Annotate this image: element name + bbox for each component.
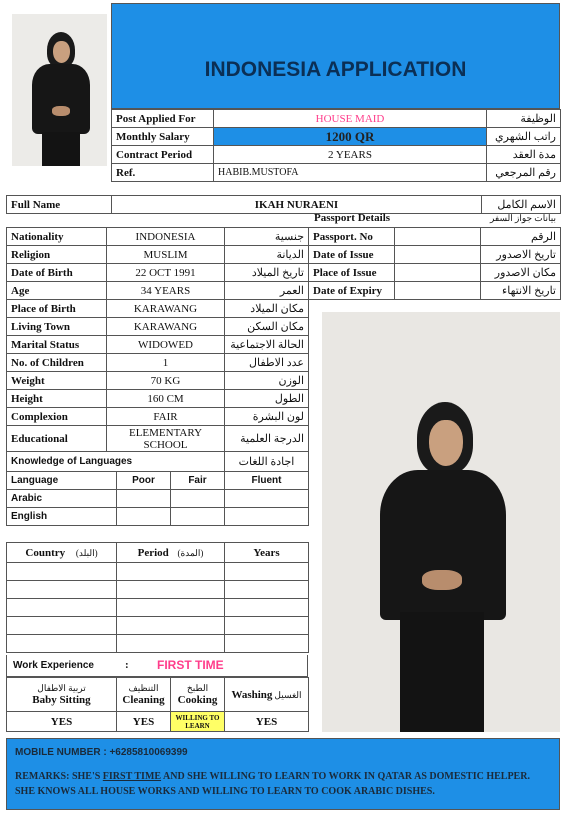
ref-ar: رقم المرجعي <box>487 164 561 182</box>
passport-label: Date of Expiry <box>309 282 395 300</box>
language-row <box>7 508 309 526</box>
personal-ar: الطول <box>225 390 309 408</box>
exp-cell <box>117 617 225 635</box>
full-name-label: Full Name <box>7 196 112 214</box>
years-header: Years <box>225 543 309 563</box>
skill-cleaning <box>117 678 171 712</box>
personal-row <box>7 282 309 300</box>
personal-value: KARAWANG <box>107 300 225 318</box>
exp-cell <box>7 635 117 653</box>
personal-label: Place of Birth <box>7 300 107 318</box>
personal-ar: عدد الاطفال <box>225 354 309 372</box>
work-experience-row <box>6 655 308 677</box>
personal-details-table <box>6 227 309 452</box>
remarks <box>15 769 551 799</box>
salary-ar: راتب الشهري <box>487 128 561 146</box>
country-ar: (البلد) <box>75 547 98 558</box>
skill-name: Cooking <box>177 694 218 706</box>
country-label: Country <box>25 546 66 559</box>
personal-ar: مكان السكن <box>225 318 309 336</box>
personal-row <box>7 336 309 354</box>
exp-cell <box>117 635 225 653</box>
contract-label: Contract Period <box>112 146 214 164</box>
skill-answer: WILLING TO LEARN <box>171 712 225 732</box>
personal-ar: العمر <box>225 282 309 300</box>
passport-row <box>309 282 561 300</box>
lang-cell <box>171 490 225 508</box>
skill-ar: الطبخ <box>186 683 209 693</box>
passport-ar: الرقم <box>481 228 561 246</box>
ref-value: HABIB.MUSTOFA <box>214 164 487 182</box>
country-header <box>7 543 117 563</box>
passport-row <box>309 246 561 264</box>
lang-arabic: Arabic <box>7 490 117 508</box>
full-name-table <box>6 195 561 214</box>
remarks-prefix: REMARKS: SHE'S <box>15 771 103 782</box>
skill-ar: التنظيف <box>128 683 159 693</box>
post-label: Post Applied For <box>112 110 214 128</box>
exp-cell <box>7 581 117 599</box>
personal-row <box>7 246 309 264</box>
personal-value: WIDOWED <box>107 336 225 354</box>
personal-ar: الدرجة العلمية <box>225 426 309 452</box>
skill-washing <box>225 678 309 712</box>
salary-label: Monthly Salary <box>112 128 214 146</box>
passport-title-ar: بيانات جواز السفر <box>489 213 556 223</box>
exp-cell <box>7 599 117 617</box>
exp-cell <box>225 563 309 581</box>
personal-label: Weight <box>7 372 107 390</box>
personal-ar: الوزن <box>225 372 309 390</box>
experience-row <box>7 635 309 653</box>
header-banner <box>111 3 560 109</box>
personal-value: MUSLIM <box>107 246 225 264</box>
personal-value: 70 KG <box>107 372 225 390</box>
contract-ar: مدة العقد <box>487 146 561 164</box>
skill-answer: YES <box>117 712 171 732</box>
passport-label: Date of Issue <box>309 246 395 264</box>
work-experience-value: FIRST TIME <box>157 658 224 672</box>
skill-answer: YES <box>225 712 309 732</box>
personal-ar: جنسية <box>225 228 309 246</box>
exp-cell <box>117 563 225 581</box>
lang-cell <box>225 508 309 526</box>
contract-value: 2 YEARS <box>214 146 487 164</box>
personal-label: Living Town <box>7 318 107 336</box>
post-ar: الوظيفة <box>487 110 561 128</box>
lang-cell <box>117 508 171 526</box>
skill-baby-sitting <box>7 678 117 712</box>
exp-cell <box>225 599 309 617</box>
full-name-value: IKAH NURAENI <box>112 196 482 214</box>
period-label: Period <box>137 546 169 559</box>
remarks-emphasis: FIRST TIME <box>102 771 162 782</box>
personal-row <box>7 390 309 408</box>
personal-ar: تاريخ الميلاد <box>225 264 309 282</box>
personal-value: ELEMENTARY SCHOOL <box>107 426 225 452</box>
experience-row <box>7 563 309 581</box>
passport-ar: تاريخ الانتهاء <box>481 282 561 300</box>
experience-table <box>6 542 309 653</box>
languages-title: Knowledge of Languages <box>7 452 225 472</box>
skill-name: Baby Sitting <box>32 694 91 706</box>
period-ar: (المدة) <box>177 547 204 558</box>
skill-cooking <box>171 678 225 712</box>
work-experience-label: Work Experience <box>13 660 94 671</box>
passport-row <box>309 264 561 282</box>
personal-value: 34 YEARS <box>107 282 225 300</box>
applicant-photo-large <box>322 312 560 732</box>
experience-row <box>7 599 309 617</box>
personal-label: No. of Children <box>7 354 107 372</box>
language-row <box>7 490 309 508</box>
lang-cell <box>225 490 309 508</box>
full-name-ar: الاسم الكامل <box>482 196 561 214</box>
personal-row <box>7 408 309 426</box>
personal-row <box>7 372 309 390</box>
personal-label: Marital Status <box>7 336 107 354</box>
mobile-value: +6285810069399 <box>109 747 188 758</box>
personal-ar: لون البشرة <box>225 408 309 426</box>
languages-title-ar: اجادة اللغات <box>225 452 309 472</box>
personal-value: 22 OCT 1991 <box>107 264 225 282</box>
personal-label: Nationality <box>7 228 107 246</box>
personal-ar: الديانة <box>225 246 309 264</box>
passport-ar: تاريخ الاصدور <box>481 246 561 264</box>
personal-label: Educational <box>7 426 107 452</box>
post-value: HOUSE MAID <box>214 110 487 128</box>
passport-value <box>395 282 481 300</box>
personal-label: Age <box>7 282 107 300</box>
personal-value: INDONESIA <box>107 228 225 246</box>
passport-label: Place of Issue <box>309 264 395 282</box>
salary-value: 1200 QR <box>214 128 487 146</box>
passport-value <box>395 264 481 282</box>
personal-label: Complexion <box>7 408 107 426</box>
period-header <box>117 543 225 563</box>
personal-value: 1 <box>107 354 225 372</box>
exp-cell <box>225 635 309 653</box>
personal-ar: مكان الميلاد <box>225 300 309 318</box>
passport-details-table <box>308 227 561 300</box>
personal-label: Date of Birth <box>7 264 107 282</box>
lang-cell <box>171 508 225 526</box>
lang-header-fair: Fair <box>171 472 225 490</box>
passport-title: Passport Details <box>314 212 391 224</box>
experience-row <box>7 581 309 599</box>
lang-header-poor: Poor <box>117 472 171 490</box>
passport-value <box>395 228 481 246</box>
skill-name: Cleaning <box>122 694 165 706</box>
skills-table <box>6 677 309 732</box>
mobile-line <box>15 747 188 758</box>
remarks-rest: AND SHE WILLING TO LEARN TO WORK IN QATAR AS DOMESTIC HELPER. SHE KNOWS ALL HOUSE WORKS AND WILLING TO LEARN TO COOK ARABIC DISHES. <box>15 771 530 797</box>
lang-header-language: Language <box>7 472 117 490</box>
languages-table <box>6 451 309 526</box>
passport-row <box>309 228 561 246</box>
skill-name: Washing <box>231 688 273 701</box>
personal-value: KARAWANG <box>107 318 225 336</box>
applicant-photo-small <box>12 14 107 166</box>
passport-label: Passport. No <box>309 228 395 246</box>
skill-answer: YES <box>7 712 117 732</box>
experience-row <box>7 617 309 635</box>
personal-row <box>7 426 309 452</box>
exp-cell <box>117 581 225 599</box>
personal-label: Height <box>7 390 107 408</box>
personal-row <box>7 228 309 246</box>
work-experience-colon: : <box>125 659 129 671</box>
page-title: INDONESIA APPLICATION <box>204 58 467 81</box>
personal-value: 160 CM <box>107 390 225 408</box>
job-info-table <box>111 109 561 182</box>
mobile-label: MOBILE NUMBER : <box>15 747 107 758</box>
exp-cell <box>225 581 309 599</box>
exp-cell <box>117 599 225 617</box>
skill-ar: الغسيل <box>274 689 302 700</box>
exp-cell <box>7 563 117 581</box>
ref-label: Ref. <box>112 164 214 182</box>
skill-ar: تربية الاطفال <box>37 683 86 693</box>
exp-cell <box>7 617 117 635</box>
lang-header-fluent: Fluent <box>225 472 309 490</box>
lang-english: English <box>7 508 117 526</box>
personal-label: Religion <box>7 246 107 264</box>
passport-value <box>395 246 481 264</box>
personal-row <box>7 264 309 282</box>
personal-row <box>7 300 309 318</box>
lang-cell <box>117 490 171 508</box>
footer-panel <box>6 738 560 810</box>
exp-cell <box>225 617 309 635</box>
passport-ar: مكان الاصدور <box>481 264 561 282</box>
personal-row <box>7 354 309 372</box>
personal-ar: الحالة الاجتماعية <box>225 336 309 354</box>
personal-value: FAIR <box>107 408 225 426</box>
personal-row <box>7 318 309 336</box>
